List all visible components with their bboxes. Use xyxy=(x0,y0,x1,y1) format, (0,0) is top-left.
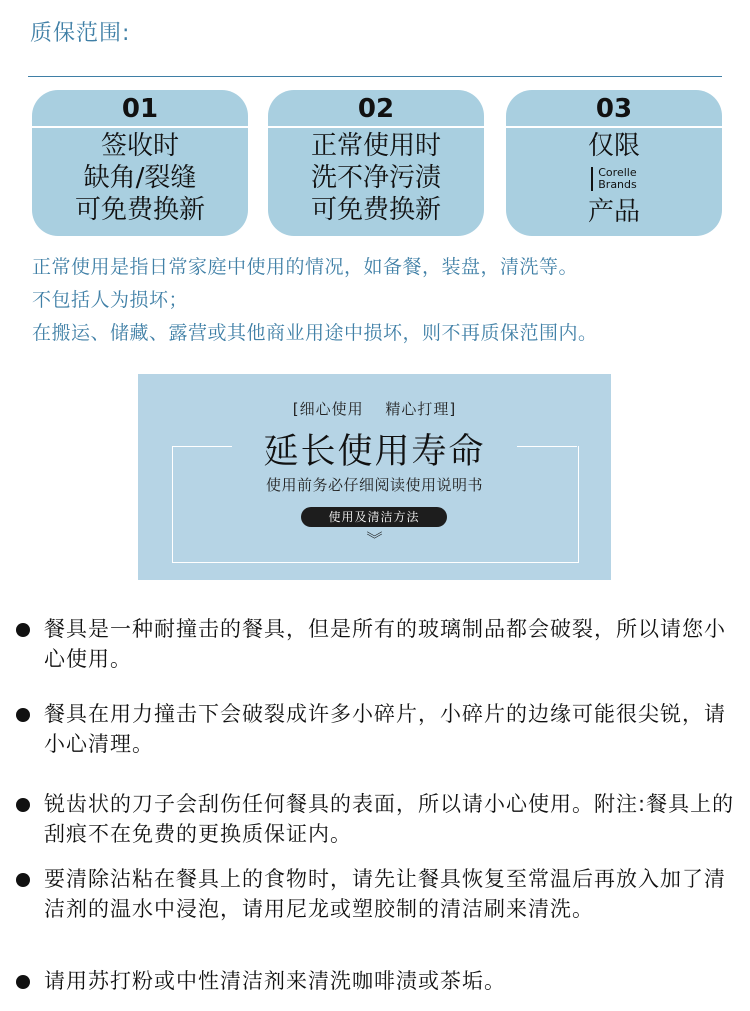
card-line: 缺角/裂缝 xyxy=(83,163,197,193)
brand-name-line: Corelle xyxy=(598,166,637,179)
card-number: 03 xyxy=(506,90,722,128)
bullet-text: 请用苏打粉或中性清洁剂来清洗咖啡渍或茶垢。 xyxy=(44,969,506,993)
bullet-dot-icon xyxy=(16,798,30,812)
bullet-dot-icon xyxy=(16,873,30,887)
card-line: 签收时 xyxy=(100,131,179,161)
bullet-text: 要清除沾粘在餐具上的食物时，请先让餐具恢复至常温后再放入加了清洁剂的温水中浸泡，请用尼龙或塑胶制的清洁刷来清洗。 xyxy=(44,867,726,921)
bullet-text: 锐齿状的刀子会刮伤任何餐具的表面，所以请小心使用。附注:餐具上的刮痕不在免费的更换质保证内。 xyxy=(44,792,735,846)
card-number: 01 xyxy=(32,90,248,128)
section-title: 质保范围: xyxy=(30,21,131,46)
note-line: 不包括人为损坏； xyxy=(32,289,189,311)
banner-subtitle: [细心使用 精心打理] xyxy=(292,400,457,418)
banner-title: 延长使用寿命 xyxy=(263,432,486,472)
card-number: 02 xyxy=(268,90,484,128)
card-line: 可免费换新 xyxy=(310,195,441,225)
card-line: 正常使用时 xyxy=(310,131,441,161)
bullet-dot-icon xyxy=(16,708,30,722)
banner-description: 使用前务必仔细阅读使用说明书 xyxy=(265,476,483,494)
bullet-text: 餐具是一种耐撞击的餐具，但是所有的玻璃制品都会破裂，所以请您小心使用。 xyxy=(44,617,726,671)
title-divider xyxy=(28,76,722,77)
care-bullet xyxy=(16,614,742,674)
care-method-pill: 使用及清洁方法 xyxy=(301,507,447,527)
warranty-card-2 xyxy=(268,90,484,236)
care-banner xyxy=(138,374,611,580)
note-line: 在搬运、储藏、露营或其他商业用途中损坏，则不再质保范围内。 xyxy=(32,322,598,344)
bullet-text: 餐具在用力撞击下会破裂成许多小碎片，小碎片的边缘可能很尖锐，请小心清理。 xyxy=(44,702,726,756)
card-line: 洗不净污渍 xyxy=(310,163,441,193)
warranty-card-1 xyxy=(32,90,248,236)
warranty-card-3 xyxy=(506,90,722,236)
card-line: 仅限 xyxy=(587,131,640,161)
care-bullet xyxy=(16,864,742,924)
chevron-down-icon: ︾ xyxy=(366,530,383,549)
brand-logo xyxy=(506,162,722,196)
care-bullet xyxy=(16,966,742,996)
bullet-dot-icon xyxy=(16,623,30,637)
care-bullet xyxy=(16,789,742,849)
bullet-dot-icon xyxy=(16,975,30,989)
care-bullet xyxy=(16,699,742,759)
note-line: 正常使用是指日常家庭中使用的情况，如备餐，装盘，清洗等。 xyxy=(32,256,579,278)
brand-name-line: Brands xyxy=(598,178,637,191)
card-line: 可免费换新 xyxy=(74,195,205,225)
card-line: 产品 xyxy=(587,197,640,227)
